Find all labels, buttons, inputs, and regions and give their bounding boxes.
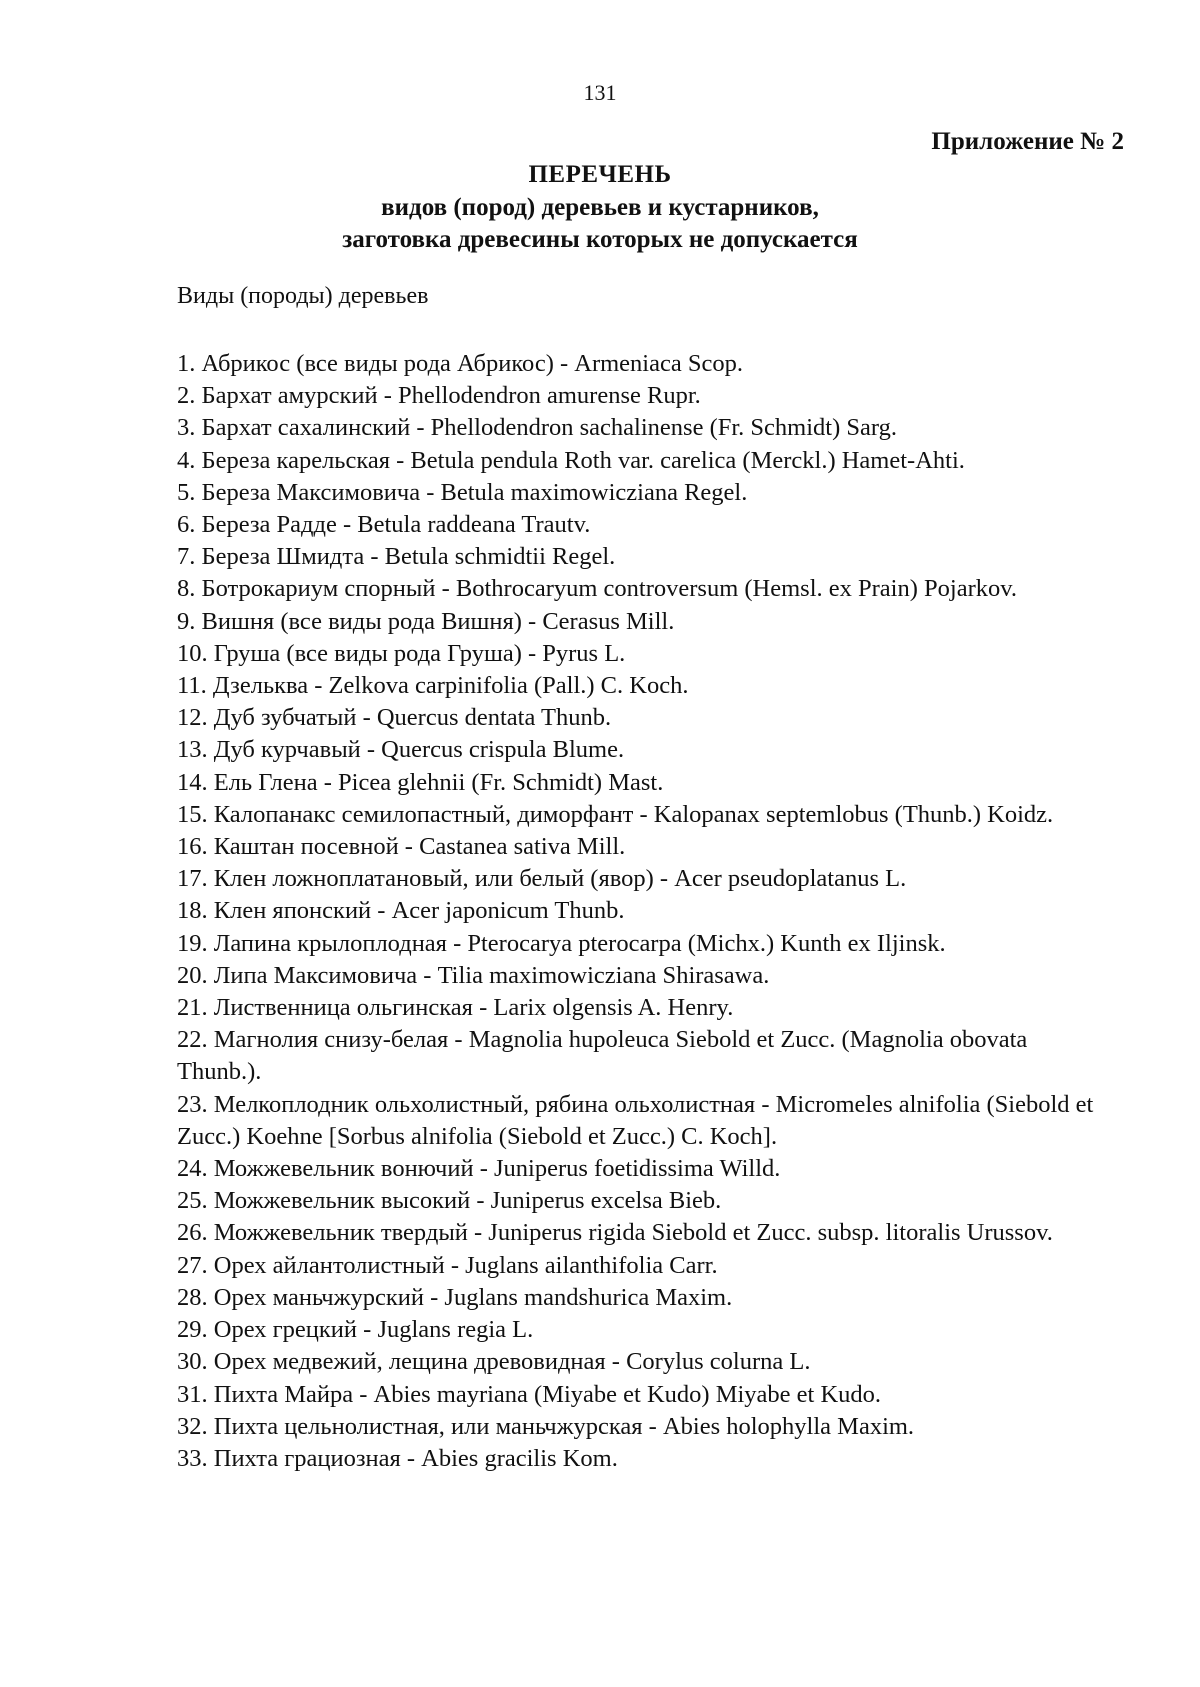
list-item: 18. Клен японский - Acer japonicum Thunb.: [177, 897, 625, 925]
list-item: 7. Береза Шмидта - Betula schmidtii Regel.: [177, 543, 616, 571]
document-title: [0, 158, 1200, 256]
page-number: 131: [583, 80, 617, 105]
title-main: ПЕРЕЧЕНЬ: [528, 161, 672, 188]
section-label: Виды (породы) деревьев: [177, 283, 429, 309]
list-item: 5. Береза Максимовича - Betula maximowicziana Regel.: [177, 478, 748, 506]
list-item: 32. Пихта цельнолистная, или маньчжурская - Abies holophylla Maxim.: [177, 1412, 915, 1440]
title-line-2: заготовка древесины которых не допускается: [342, 226, 858, 253]
list-item: 23. Мелкоплодник ольхолистный, рябина ольхолистная - Micromeles alnifolia (Siebold et Zucc.) Koehne [Sorbus alnifolia (Siebold et Zucc.) C. Koch].: [177, 1090, 1094, 1150]
appendix-label: Приложение № 2: [931, 128, 1124, 155]
list-item: 6. Береза Радде - Betula raddeana Trautv.: [177, 511, 591, 539]
list-item: 15. Калопанакс семилопастный, диморфант - Kalopanax septemlobus (Thunb.) Koidz.: [177, 800, 1054, 828]
list-item: 9. Вишня (все виды рода Вишня) - Cerasus Mill.: [177, 607, 675, 635]
list-item: 29. Орех грецкий - Juglans regia L.: [177, 1316, 534, 1344]
list-item: 13. Дуб курчавый - Quercus crispula Blume.: [177, 736, 625, 764]
list-item: 21. Лиственница ольгинская - Larix olgensis A. Henry.: [177, 994, 734, 1022]
list-item: 14. Ель Глена - Picea glehnii (Fr. Schmidt) Mast.: [177, 768, 664, 796]
list-item: 26. Можжевельник твердый - Juniperus rigida Siebold et Zucc. subsp. litoralis Urussov.: [177, 1219, 1053, 1247]
list-item: 4. Береза карельская - Betula pendula Roth var. carelica (Merckl.) Hamet-Ahti.: [177, 446, 965, 474]
list-item: 11. Дзельква - Zelkova carpinifolia (Pall.) C. Koch.: [177, 672, 689, 700]
list-item: 30. Орех медвежий, лещина древовидная - Corylus colurna L.: [177, 1348, 811, 1376]
list-item: 22. Магнолия снизу-белая - Magnolia hupoleuca Siebold et Zucc. (Magnolia obovata Thunb.).: [177, 1026, 1028, 1086]
list-item: 24. Можжевельник вонючий - Juniperus foetidissima Willd.: [177, 1155, 781, 1183]
list-item: 28. Орех маньчжурский - Juglans mandshurica Maxim.: [177, 1283, 733, 1311]
list-item: 1. Абрикос (все виды рода Абрикос) - Armeniaca Scop.: [177, 350, 743, 377]
list-item: 31. Пихта Майра - Abies mayriana (Miyabe et Kudo) Miyabe et Kudo.: [177, 1380, 882, 1408]
list-item: 17. Клен ложноплатановый, или белый (явор) - Acer pseudoplatanus L.: [177, 865, 907, 893]
species-list: [177, 348, 1107, 1475]
list-item: 8. Ботрокариум спорный - Bothrocaryum controversum (Hemsl. ex Prain) Pojarkov.: [177, 575, 1018, 603]
list-item: 19. Лапина крылоплодная - Pterocarya pterocarpa (Michx.) Kunth ex Iljinsk.: [177, 929, 946, 957]
list-item: 20. Липа Максимовича - Tilia maximowicziana Shirasawa.: [177, 961, 770, 989]
list-item: 16. Каштан посевной - Castanea sativa Mill.: [177, 833, 626, 861]
list-item: 12. Дуб зубчатый - Quercus dentata Thunb.: [177, 704, 612, 732]
list-item: 33. Пихта грациозная - Abies gracilis Kom.: [177, 1444, 618, 1472]
list-item: 25. Можжевельник высокий - Juniperus excelsa Bieb.: [177, 1187, 722, 1215]
list-item: 2. Бархат амурский - Phellodendron amurense Rupr.: [177, 382, 701, 410]
list-item: 27. Орех айлантолистный - Juglans ailanthifolia Carr.: [177, 1251, 718, 1279]
list-item: 10. Груша (все виды рода Груша) - Pyrus L.: [177, 639, 626, 667]
list-item: 3. Бархат сахалинский - Phellodendron sachalinense (Fr. Schmidt) Sarg.: [177, 414, 897, 442]
title-line-1: видов (пород) деревьев и кустарников,: [381, 194, 819, 221]
